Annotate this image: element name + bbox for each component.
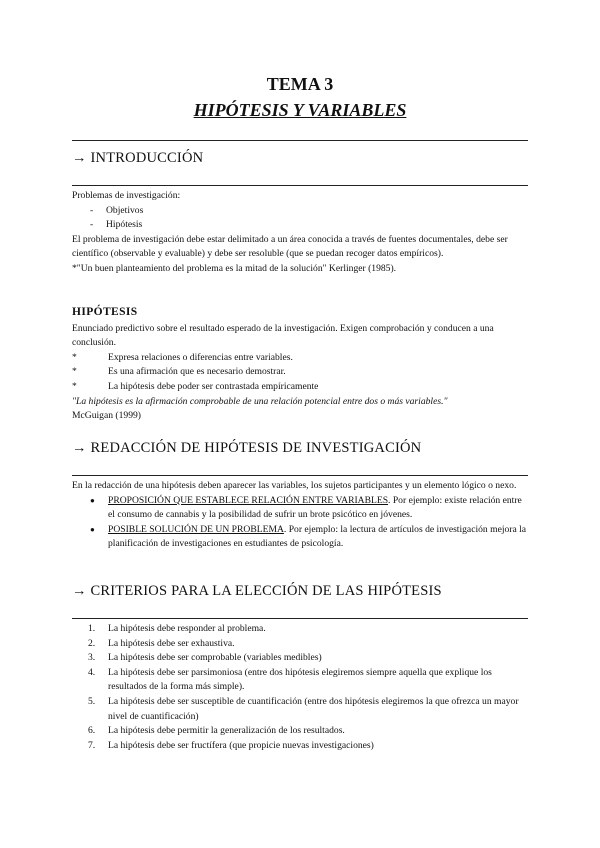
star-marker: * [72, 366, 77, 378]
list-item [72, 523, 528, 552]
list-item [72, 494, 528, 523]
hipotesis-section [72, 305, 528, 424]
list-item: 2. La hipótesis debe ser exhaustiva. [72, 637, 528, 652]
item-number: 5. [88, 695, 96, 707]
item-number: 3. [88, 652, 96, 664]
intro-section [72, 189, 528, 277]
list-item: 4. La hipótesis debe ser parsimoniosa (entre dos hipótesis elegiremos siempre aquella que explique los resultados de la forma más simple). [72, 666, 528, 695]
item-number: 1. [88, 623, 96, 634]
mcguigan-quote: "La hipótesis es la afirmación comprobable de una relación potencial entre dos o más variables." [72, 395, 448, 407]
star-marker: * [72, 351, 77, 363]
bullet-text: . Por ejemplo: la lectura de artículos de investigación mejora la planificación de investigaciones en estudiantes de psicología. [108, 523, 527, 550]
bullet-marker: ● [90, 495, 95, 505]
intro-paragraph: El problema de investigación debe estar delimitado a un área conocida a través de fuentes documentales, debe ser científico (observable y evaluable) y debe ser resoluble (que se puedan recoger datos empíricos). [72, 233, 508, 260]
doc-title: TEMA 3 [266, 74, 334, 94]
section-heading-intro: → INTRODUCCIÓN [72, 150, 204, 166]
list-item: - Hipótesis [72, 218, 528, 233]
redaccion-intro: En la redacción de una hipótesis deben aparecer las variables, los sujetos participantes y un elemento lógico o nexo. [72, 480, 517, 491]
section-heading-criterios: → CRITERIOS PARA LA ELECCIÓN DE LAS HIPÓTESIS [72, 583, 442, 599]
divider [72, 475, 528, 476]
dash-marker: - [90, 219, 94, 231]
list-item: 5. La hipótesis debe ser susceptible de cuantificación (entre dos hipótesis elegiremos la que ofrezca un mayor nivel de cuantificación) [72, 695, 528, 724]
item-number: 4. [88, 666, 96, 678]
divider [72, 185, 528, 186]
bullet-marker: ● [90, 524, 95, 534]
doc-subtitle: HIPÓTESIS Y VARIABLES [193, 100, 407, 120]
list-item: * Es una afirmación que es necesario demostrar. [72, 365, 528, 380]
item-number: 2. [88, 637, 96, 649]
list-item: * La hipótesis debe poder ser contrastada empíricamente [72, 380, 528, 395]
dash-marker: - [90, 204, 94, 216]
list-item: 3. La hipótesis debe ser comprobable (variables medibles) [72, 651, 528, 666]
bullet-text: . Por ejemplo: existe relación entre el consumo de cannabis y la posibilidad de sufrir un brote psicótico en jóvenes. [108, 494, 522, 521]
redaccion-section [72, 479, 528, 552]
list-item: * Expresa relaciones o diferencias entre variables. [72, 351, 528, 366]
list-item: - Objetivos [72, 204, 528, 219]
bullet-label: PROPOSICIÓN QUE ESTABLECE RELACIÓN ENTRE VARIABLES [108, 494, 389, 506]
kerlinger-quote: *"Un buen planteamiento del problema es la mitad de la solución" Kerlinger (1985). [72, 262, 397, 274]
section-heading-redaccion: → REDACCIÓN DE HIPÓTESIS DE INVESTIGACIÓN [72, 440, 422, 456]
section-heading-hipotesis: HIPÓTESIS [72, 306, 138, 318]
problems-label: Problemas de investigación: [72, 190, 181, 201]
item-number: 7. [88, 739, 96, 751]
criterios-section [72, 622, 528, 753]
bullet-label: POSIBLE SOLUCIÓN DE UN PROBLEMA [108, 523, 284, 535]
mcguigan-author: McGuigan (1999) [72, 410, 142, 422]
list-item: 7. La hipótesis debe ser fructífera (que propicie nuevas investigaciones) [72, 739, 528, 754]
hipotesis-definition: Enunciado predictivo sobre el resultado esperado de la investigación. Exigen comprobación y conducen a una conclusión. [72, 322, 494, 349]
list-item: 1. La hipótesis debe responder al problema. [72, 622, 528, 637]
divider [72, 140, 528, 141]
list-item: 6. La hipótesis debe permitir la generalización de los resultados. [72, 724, 528, 739]
star-marker: * [72, 380, 77, 392]
divider [72, 618, 528, 619]
item-number: 6. [88, 725, 96, 737]
